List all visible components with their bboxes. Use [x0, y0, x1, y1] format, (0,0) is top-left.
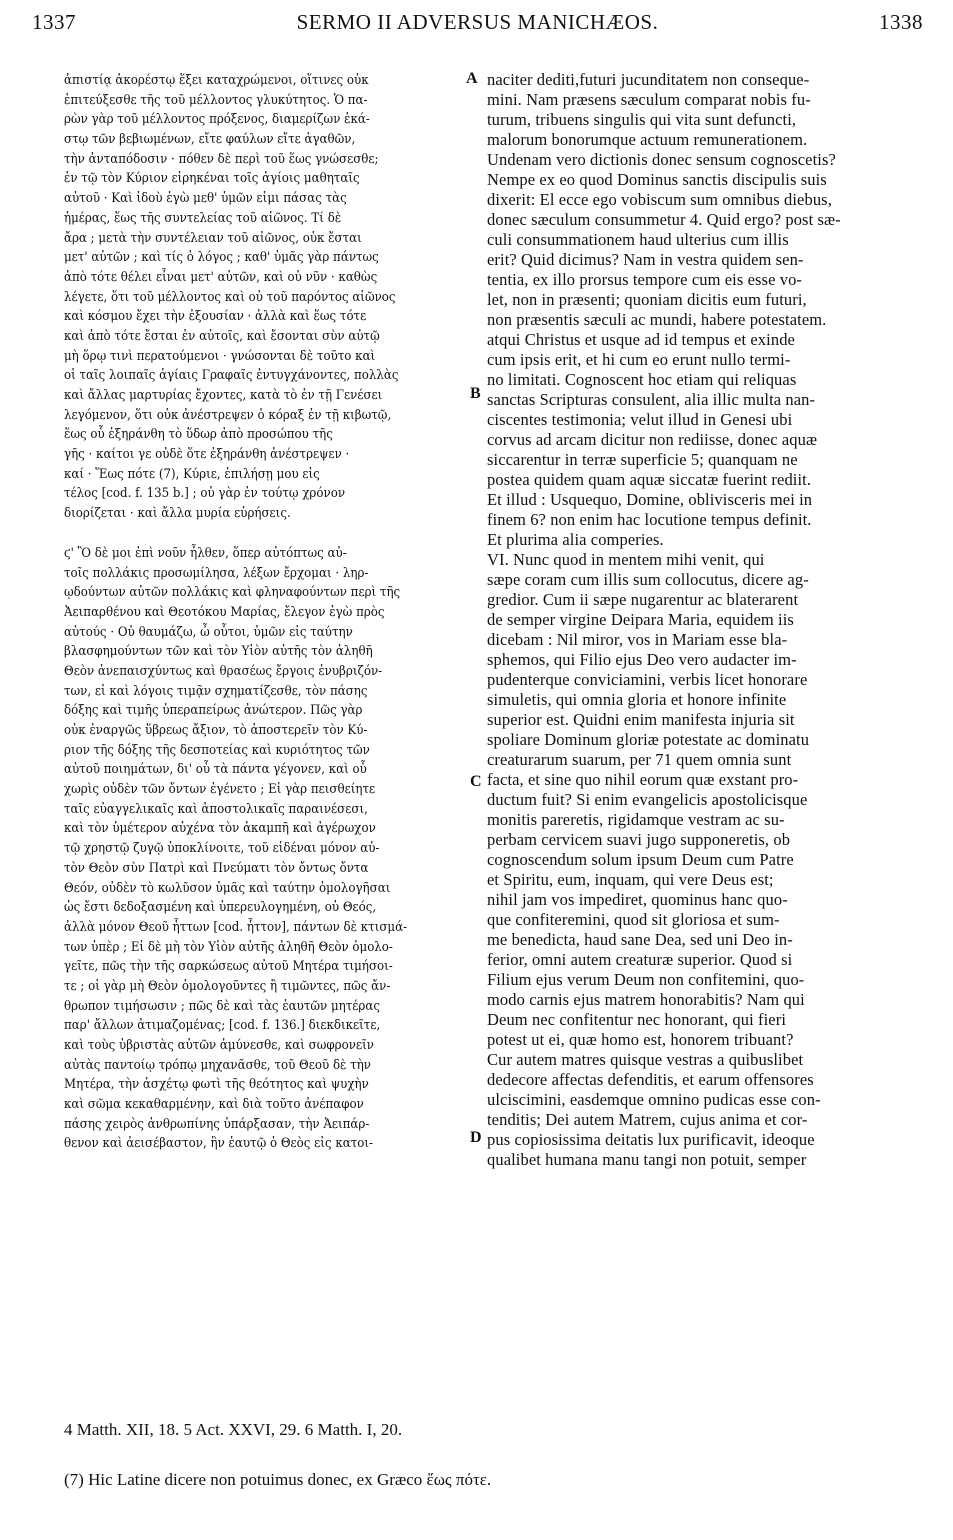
greek-line: καὶ σῶμα κεκαθαρμένην, καὶ διὰ τοῦτο ἀνέπαφον [64, 1096, 364, 1112]
latin-line: ferior, omni autem creaturæ superior. Quod si [487, 950, 793, 969]
latin-line: Deum nec confitentur nec honorant, qui fieri [487, 1010, 786, 1029]
greek-line: δόξης καὶ τιμῆς ὑπεραπείρως ἀνώτερον. Πῶς γὰρ [64, 702, 363, 718]
latin-line: Et illud : Usquequo, Domine, oblivisceris mei in [487, 490, 813, 509]
greek-line: Ἀειπαρθένου καὶ Θεοτόκου Μαρίας, ἔλεγον ἐγὼ πρὸς [64, 603, 385, 619]
greek-line: πάσης χειρὸς ἀνθρωπίνης ὑπάρξασαν, τὴν Ἀειπάρ- [64, 1115, 370, 1131]
page-number-left: 1337 [32, 10, 76, 34]
page-header [32, 10, 923, 50]
greek-line: Θεὸν ἀνεπαισχύντως καὶ θρασέως ἔργοις ἐνυβριζόν- [64, 662, 383, 678]
greek-line: διορίζεται · καὶ ἄλλα μυρία εὑρήσεις. [64, 505, 291, 521]
margin-letter-d: D [470, 1129, 482, 1146]
latin-line: de semper virgine Deipara Maria, equidem iis [487, 610, 794, 629]
greek-line: αὐτὰς παντοίῳ τρόπῳ μηχανᾶσθε, τοῦ Θεοῦ δὲ τὴν [64, 1056, 371, 1072]
latin-line: Cur autem matres quisque vestras a quibuslibet [487, 1050, 804, 1069]
greek-line: καὶ τοὺς ὑβριστὰς αὐτῶν ἀμύνεσθε, καὶ σωφρονεῖν [64, 1037, 374, 1052]
greek-line: οὐκ ἐναργῶς ὕβρεως ἄξιον, τὸ ἀποστερεῖν τὸν Κύ- [64, 722, 368, 737]
latin-line: simuletis, qui omnia gloria et honore infinite [487, 690, 787, 709]
greek-line: ἐπιτεύξεσθε τῆς τοῦ μέλλοντος γλυκύτητος. Ὁ πα- [64, 91, 368, 107]
latin-line: cognoscendum solum ipsum Deum cum Patre [487, 850, 794, 869]
latin-line: nihil jam vos impediret, quominus hanc quo- [487, 890, 788, 909]
greek-line: τῷ χρηστῷ ζυγῷ ὑποκλίνοιτε, τοῦ εἰδέναι μόνον αὐ- [64, 840, 380, 856]
greek-line: ρὼν γὰρ τοῦ μέλλοντος πρόξενος, διαμερίζων ἑκά- [64, 111, 370, 127]
greek-line: λέγετε, ὅτι τοῦ μέλλοντος καὶ οὐ τοῦ παρόντος αἰῶνος [64, 288, 396, 304]
latin-line: monitis pareretis, rigidamque vestram ac su- [487, 810, 785, 829]
latin-line: no limitati. Cognoscent hoc etiam qui reliquas [487, 370, 797, 389]
greek-line: αὐτοῦ ποιημάτων, δι' οὗ τὰ πάντα γέγονεν, καὶ οὗ [64, 761, 367, 777]
greek-paragraph-gap [64, 523, 490, 543]
latin-line: me benedicta, haud sane Dea, sed uni Deo in- [487, 930, 793, 949]
page-number-right: 1338 [879, 10, 923, 34]
greek-line: αὐτοῦ · Καὶ ἰδοὺ ἐγὼ μεθ' ὑμῶν εἰμι πάσας τὰς [64, 190, 347, 206]
greek-line: ὡς ἔστι δεδοξασμένη καὶ ὑπερευλογημένη, οὐ Θεός, [64, 899, 377, 915]
latin-line: sanctas Scripturas consulent, alia illic multa nan- [487, 390, 816, 409]
greek-line: Θεόν, οὐδὲν τὸ κωλῦσον ὑμᾶς καὶ ταύτην ὁμολογῆσαι [64, 879, 391, 895]
latin-line: malorum bonorumque actuum remunerationem. [487, 130, 808, 149]
latin-line: creaturarum suarum, per 71 quem omnia sunt [487, 750, 792, 769]
margin-letter-a: A [466, 70, 478, 87]
greek-line: τὸν Θεὸν σὺν Πατρὶ καὶ Πνεύματι τὸν ὄντως ὄντα [64, 859, 369, 875]
latin-line: tenditis; Dei autem Matrem, cujus anima et cor- [487, 1110, 808, 1129]
latin-line: culi consummationem haud ulterius cum illis [487, 230, 789, 249]
latin-line: siccarentur in terræ superficie 5; quanquam ne [487, 450, 798, 469]
latin-line: erit? Quid dicimus? Nam in vestra quidem sen- [487, 250, 804, 269]
latin-line: donec sæculum consummetur 4. Quid ergo? post sæ- [487, 210, 841, 229]
greek-line: αὐτούς · Οὐ θαυμάζω, ὦ οὗτοι, ὑμῶν εἰς ταύτην [64, 623, 353, 639]
greek-line: καὶ ἄλλας μαρτυρίας ἔχοντες, κατὰ τὸ ἐν τῇ Γενέσει [64, 387, 383, 402]
running-title: SERMO II ADVERSUS MANICHÆOS. [296, 10, 659, 34]
latin-line: cum ipsis erit, et hi cum eo erunt nullo termi- [487, 350, 791, 369]
latin-line: dixerit: El ecce ego vobiscum sum omnibus diebus, [487, 190, 832, 209]
latin-line: Undenam vero dictionis donec sensum cognoscetis? [487, 150, 836, 169]
latin-line: qualibet humana manu tangi non potuit, semper [487, 1150, 807, 1169]
greek-line: καὶ ἀπὸ τότε ἔσται ἐν αὐτοῖς, καὶ ἔσονται σὺν αὐτῷ [64, 327, 380, 343]
greek-line: ἡμέρας, ἕως τῆς συντελείας τοῦ αἰῶνος. Τί δὲ [64, 209, 342, 225]
greek-line: γῆς · καίτοι γε οὐδὲ ὅτε ἐξηράνθη ἀνέστρεψεν · [64, 446, 350, 462]
latin-column [487, 70, 927, 1170]
latin-line: Nempe ex eo quod Dominus sanctis discipulis suis [487, 170, 827, 189]
latin-line: ductum fuit? Si enim evangelicis apostolicisque [487, 790, 808, 809]
latin-line: pus copiosissima deitatis lux purificavit, ideoque [487, 1130, 815, 1149]
latin-line: non præsentis sæculi ac mundi, habere potestatem. [487, 310, 827, 329]
latin-line: let, non in præsenti; quoniam dicitis eum futuri, [487, 290, 807, 309]
greek-line: γεῖτε, πῶς τὴν τῆς σαρκώσεως αὐτοῦ Μητέρα τιμήσοι- [64, 958, 393, 974]
latin-line: sæpe coram cum illis sum collocutus, dicere ag- [487, 570, 809, 589]
greek-line: καί · Ἕως πότε (7), Κύριε, ἐπιλήσῃ μου εἰς [64, 465, 320, 481]
latin-line: sphemos, qui Filio ejus Deo vero audacter im- [487, 650, 797, 669]
greek-line: λεγόμενον, ὅτι οὐκ ἀνέστρεψεν ὁ κόραξ ἐν τῇ κιβωτῷ, [64, 406, 392, 422]
latin-line: postea quidem quam aquæ siccatæ fuerint rediit. [487, 470, 812, 489]
latin-line: naciter dediti,futuri jucunditatem non conseque- [487, 70, 810, 89]
greek-line: χωρὶς οὐδὲν τῶν ὄντων ἐγένετο ; Εἰ γὰρ πεισθείητε [64, 781, 376, 797]
greek-line: μετ' αὐτῶν ; καὶ τίς ὁ λόγος ; καθ' ὑμᾶς γὰρ πάντως [64, 249, 379, 265]
greek-line: μὴ ὅρῳ τινὶ περατούμενοι · γνώσονται δὲ τοῦτο καὶ [64, 347, 376, 363]
greek-line: ἀπιστίᾳ ἀκορέστῳ ἕξει καταχρώμενοι, οἵτινες οὐκ [64, 72, 369, 87]
greek-line: ἕως οὗ ἐξηράνθη τὸ ὕδωρ ἀπὸ προσώπου τῆς [64, 426, 333, 442]
greek-line: των ὑπὲρ ; Εἰ δὲ μὴ τὸν Υἱὸν αὐτῆς ἀληθῆ Θεὸν ὁμολο- [64, 938, 393, 954]
latin-line: tentia, ex illo prorsus tempore cum eis esse vo- [487, 270, 803, 289]
latin-line: Filium ejus verum Deum non confitemini, quo- [487, 970, 805, 989]
latin-line: ulciscimini, easdemque omnino pudicas esse con- [487, 1090, 821, 1109]
latin-line: dedecore affectas defenditis, et earum offensores [487, 1070, 814, 1089]
greek-line: ϛ' Ὃ δὲ μοι ἐπὶ νοῦν ἦλθεν, ὅπερ αὐτόπτως αὐ- [64, 544, 347, 560]
latin-line: facta, et sine quo nihil eorum quæ exstant pro- [487, 770, 799, 789]
latin-line: turum, tribuens singulis qui vita sunt defuncti, [487, 110, 797, 129]
latin-line: et Spiritu, eum, inquam, qui vere Deus est; [487, 870, 774, 889]
latin-line: finem 6? non enim hac locutione tempus definit. [487, 510, 812, 529]
latin-line: gredior. Cum ii sæpe nugarentur ac blaterarent [487, 590, 799, 609]
margin-letter-c: C [470, 773, 482, 790]
greek-line: τέλος [cod. f. 135 b.] ; οὐ γὰρ ἐν τούτῳ χρόνον [64, 485, 346, 501]
greek-line: ῳδούντων αὐτῶν πολλάκις καὶ φληναφούντων περὶ τῆς [64, 584, 401, 600]
greek-line: ἀλλὰ μόνον Θεοῦ ἧττων [cod. ἧττον], πάντων δὲ κτισμά- [64, 918, 408, 934]
latin-line: atqui Christus et usque ad id tempus et exinde [487, 330, 795, 349]
latin-line: perbam cervicem suavi jugo supponeretis, ob [487, 830, 791, 849]
latin-line: VI. Nunc quod in mentem mihi venit, qui [487, 550, 765, 569]
greek-line: ριον τῆς δόξης τῆς δεσποτείας καὶ κυριότητος τῶν [64, 741, 370, 757]
margin-letter-b: B [470, 385, 481, 402]
greek-column [64, 70, 490, 1153]
greek-line: καὶ κόσμου ἔχει τὴν ἐξουσίαν · ἀλλὰ καὶ ἕως τότε [64, 308, 367, 324]
greek-line: παρ' ἄλλων ἀτιμαζομένας; [cod. f. 136.] διεκδικεῖτε, [64, 1017, 381, 1033]
greek-line: των, εἰ καὶ λόγοις τιμᾷν σχηματίζεσθε, τὸν πάσης [64, 682, 368, 698]
latin-line: dicebam : Nil miror, vos in Mariam esse bla- [487, 630, 788, 649]
latin-line: ciscentes testimonia; velut illud in Genesi ubi [487, 410, 793, 429]
latin-line: potest ut ei, quæ homo est, honorem tribuant? [487, 1030, 794, 1049]
latin-line: pudenterque conviciamini, verbis licet honorare [487, 670, 808, 689]
greek-line: θρωπον τιμήσωσιν ; πῶς δὲ καὶ τὰς ἑαυτῶν μητέρας [64, 997, 380, 1013]
latin-line: Et plurima alia comperies. [487, 530, 664, 549]
greek-line: ἐν τῷ τὸν Κύριον εἰρηκέναι τοῖς ἁγίοις μαθηταῖς [64, 170, 360, 186]
greek-line: ἀπὸ τότε θέλει εἶναι μετ' αὐτῶν, καὶ οὐ νῦν · καθὼς [64, 268, 378, 284]
footnote-7: (7) Hic Latine dicere non potuimus donec, ex Græco ἕως πότε. [64, 1470, 492, 1489]
latin-line: que confiteremini, quod sit gloriosa et sum- [487, 910, 780, 929]
latin-line: modo carnis ejus matrem honorabitis? Nam qui [487, 990, 805, 1009]
greek-line: βλασφημούντων τῶν καὶ τὸν Υἱὸν αὐτῆς τὸν ἀληθῆ [64, 643, 373, 659]
greek-line: καὶ τὸν ὑμέτερον αὐχένα τὸν ἀκαμπῆ καὶ ἀγέρωχον [64, 820, 376, 836]
greek-line: οἱ ταῖς λοιπαῖς ἁγίαις Γραφαῖς ἐντυγχάνοντες, πολλὰς [64, 367, 399, 383]
greek-line: τὴν ἀνταπόδοσιν · πόθεν δὲ περὶ τοῦ ἕως γνώσεσθε; [64, 150, 379, 166]
greek-line: ἄρα ; μετὰ τὴν συντέλειαν τοῦ αἰῶνος, οὐκ ἔσται [64, 229, 362, 245]
latin-line: spoliare Dominum gloriæ potestate ac dominatu [487, 730, 810, 749]
greek-line: Μητέρα, τὴν ἀσχέτῳ φωτὶ τῆς θεότητος καὶ ψυχὴν [64, 1076, 369, 1092]
greek-line: τοῖς πολλάκις προσωμίλησα, λέξων ἔρχομαι · ληρ- [64, 564, 369, 580]
latin-line: corvus ad arcam dicitur non rediisse, donec aquæ [487, 430, 818, 449]
greek-line: θενον καὶ ἀεισέβαστον, ἣν ἑαυτῷ ὁ Θεὸς εἰς κατοι- [64, 1135, 373, 1151]
latin-line: mini. Nam præsens sæculum comparat nobis fu- [487, 90, 811, 109]
greek-line: στῳ τῶν βεβιωμένων, εἴτε φαύλων εἴτε ἀγαθῶν, [64, 131, 356, 147]
greek-line: τε ; οἱ γὰρ μὴ Θεὸν ὁμολογοῦντες ἢ τιμῶντες, πῶς ἄν- [64, 977, 391, 993]
latin-line: superior est. Quidni enim manifesta injuria sit [487, 710, 795, 729]
greek-line: ταῖς εὐαγγελικαῖς καὶ ἀποστολικαῖς παραινέσεσι, [64, 800, 368, 816]
footnote-references: 4 Matth. XII, 18. 5 Act. XXVI, 29. 6 Matth. I, 20. [64, 1420, 403, 1439]
